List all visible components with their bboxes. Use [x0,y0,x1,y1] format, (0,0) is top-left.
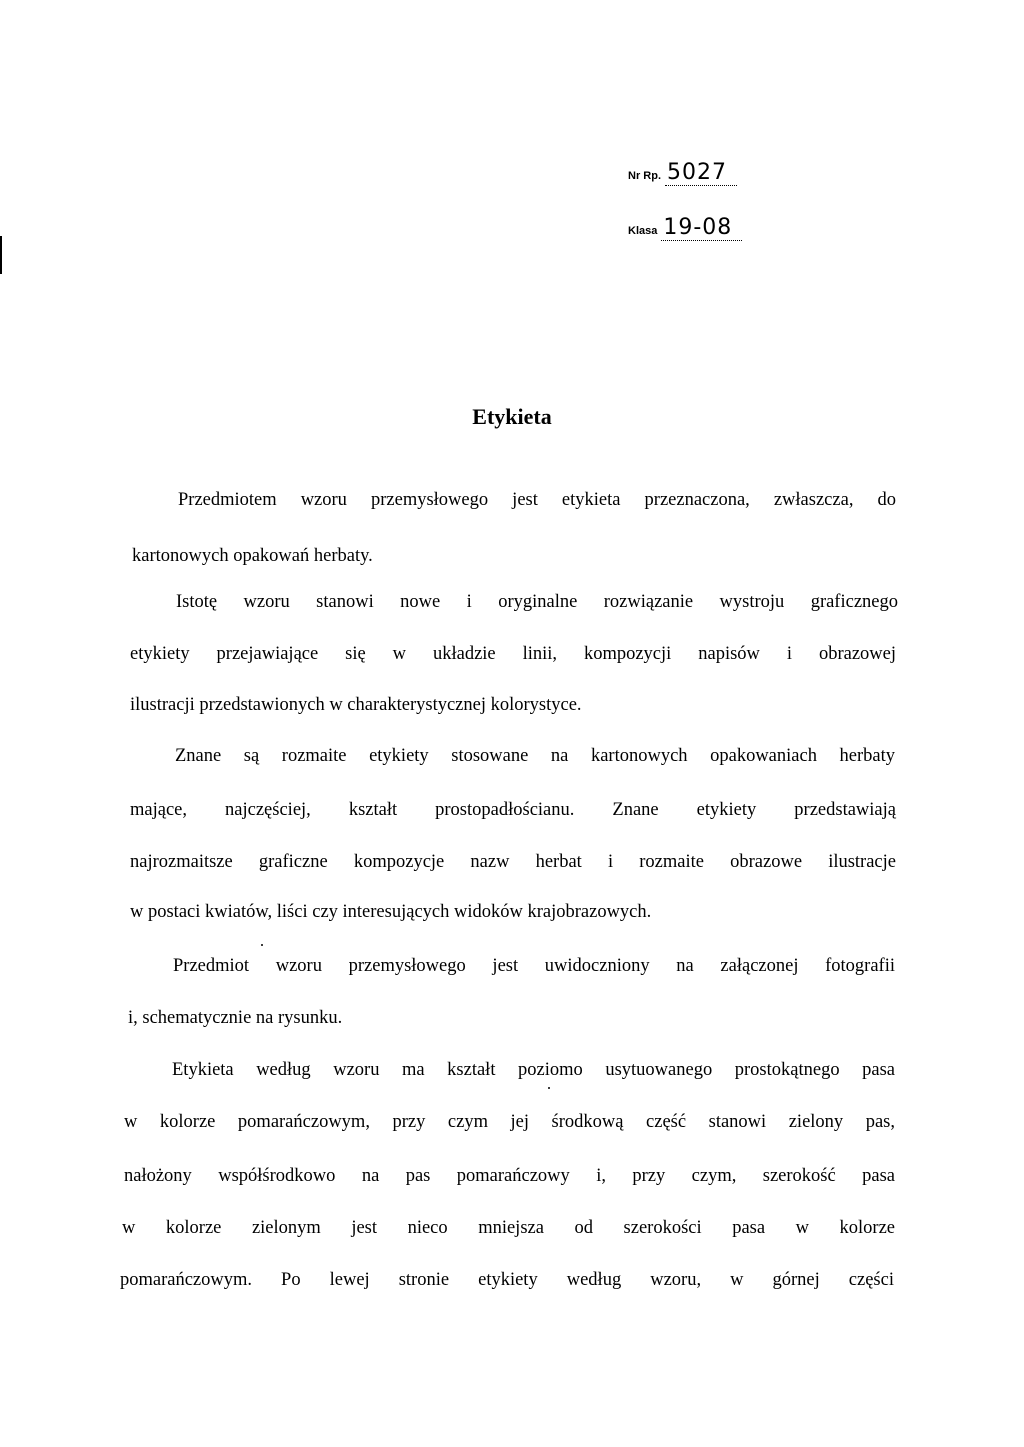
scan-edge-mark [0,236,2,274]
text-line: etykiety przejawiające się w układzie linii, kompozycji napisów i obrazowej [130,644,896,664]
text-line: Przedmiotem wzoru przemysłowego jest etykieta przeznaczona, zwłaszcza, do [178,490,896,510]
class-stamp [628,215,742,240]
text-line: i, schematycznie na rysunku. [128,1008,343,1028]
registration-number-label: Nr Rp. [628,170,661,182]
text-line: nałożony współśrodkowo na pas pomarańczowy i, przy czym, szerokość pasa [124,1166,895,1186]
text-line: Przedmiot wzoru przemysłowego jest uwidoczniony na załączonej fotografii [173,956,895,976]
text-line: mające, najczęściej, kształt prostopadłościanu. Znane etykiety przedstawiają [130,800,896,820]
text-line: ilustracji przedstawionych w charakterystycznej kolorystyce. [130,695,582,715]
scan-speck [548,1087,550,1089]
text-line: najrozmaitsze graficzne kompozycje nazw herbat i rozmaite obrazowe ilustracje [130,852,896,872]
text-line: Znane są rozmaite etykiety stosowane na kartonowych opakowaniach herbaty [175,746,895,766]
text-line: w postaci kwiatów, liści czy interesujących widoków krajobrazowych. [130,902,652,922]
text-line: Istotę wzoru stanowi nowe i oryginalne rozwiązanie wystroju graficznego [176,592,898,612]
text-line: Etykieta według wzoru ma kształt poziomo usytuowanego prostokątnego pasa [172,1060,895,1080]
scan-speck [261,944,263,946]
text-line: pomarańczowym. Po lewej stronie etykiety według wzoru, w górnej części [120,1270,894,1290]
text-line: w kolorze zielonym jest nieco mniejsza od szerokości pasa w kolorze [122,1218,895,1238]
class-label: Klasa [628,225,658,237]
class-value: 19-08 [661,215,742,241]
registration-number-value: 5027 [665,160,737,186]
text-line: w kolorze pomarańczowym, przy czym jej środkową część stanowi zielony pas, [124,1112,895,1132]
registration-number-stamp [628,160,737,185]
text-line: kartonowych opakowań herbaty. [132,546,373,566]
document-title: Etykieta [472,404,552,429]
